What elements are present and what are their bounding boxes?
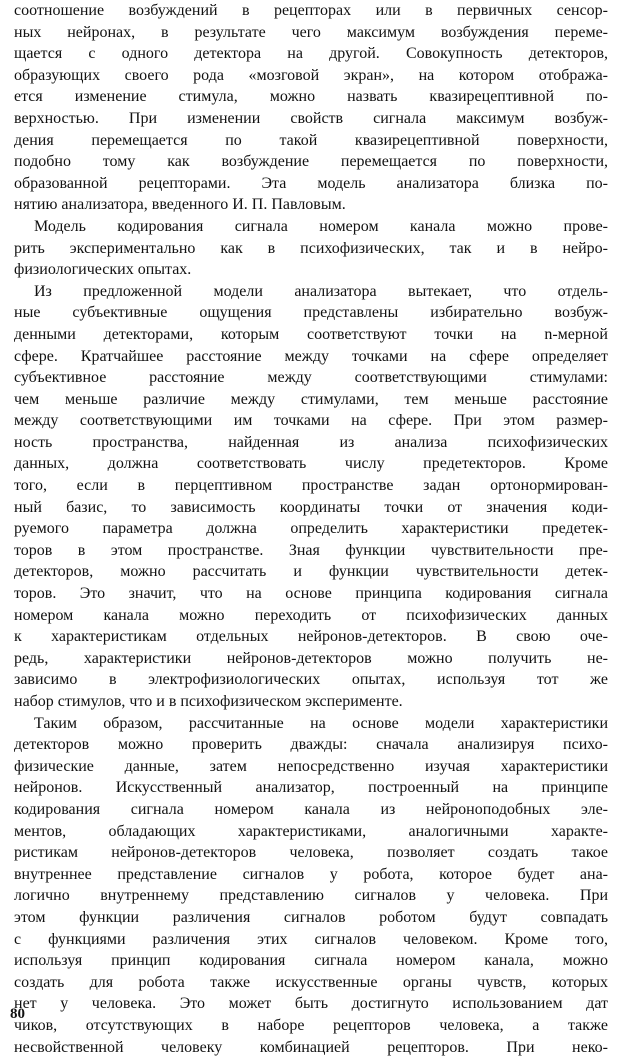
text-line: ристикам нейронов-детекторов человека, позволяет создать такое — [14, 842, 608, 864]
text-line: торов в этом пространстве. Зная функции чувствительности пре- — [14, 540, 608, 562]
text-line: детекторов, можно рассчитать и функции чувствительности детек- — [14, 561, 608, 583]
text-line: между соответствующими им точками на сфере. При этом размер- — [14, 410, 608, 432]
text-line: используя принцип кодирования сигнала номером канала, можно — [14, 950, 608, 972]
text-line: того, если в перцептивном пространстве задан ортонормирован- — [14, 475, 608, 497]
text-line: денными детекторами, которым соответствуют точки на n-мерной — [14, 324, 608, 346]
text-line: кодирования сигнала номером канала из нейроноподобных эле- — [14, 799, 608, 821]
text-line: соотношение возбуждений в рецепторах или в первичных сенсор- — [14, 0, 608, 22]
text-line: нет у человека. Это может быть достигнуто использованием дат — [14, 993, 608, 1015]
text-line: зависимо в электрофизиологических опытах, используя тот же — [14, 669, 608, 691]
text-line: ментов, обладающих характеристиками, аналогичными характе- — [14, 821, 608, 843]
text-line: к характеристикам отдельных нейронов-детекторов. В свою оче- — [14, 626, 608, 648]
text-line: верхностью. При изменении свойств сигнала максимум возбуж- — [14, 108, 608, 130]
text-line: ется изменение стимула, можно назвать квазирецептивной по- — [14, 86, 608, 108]
text-line: физические данные, затем непосредственно изучая характеристики — [14, 756, 608, 778]
text-line: детекторов можно проверить дважды: сначала анализируя психо- — [14, 734, 608, 756]
paragraph-first-line: Модель кодирования сигнала номером канала можно прове- — [14, 216, 608, 238]
text-line: образующих своего рода «мозговой экран», на котором отобража- — [14, 65, 608, 87]
text-line: нятию анализатора, введенного И. П. Павловым. — [14, 194, 608, 216]
body-text — [14, 0, 608, 1058]
text-line: субъективное расстояние между соответствующими стимулами: — [14, 367, 608, 389]
text-line: щается с одного детектора на другой. Совокупность детекторов, — [14, 43, 608, 65]
text-line: рить экспериментально как в психофизических, так и в нейро- — [14, 238, 608, 260]
text-line: чем меньше различие между стимулами, тем меньше расстояние — [14, 389, 608, 411]
text-line: руемого параметра должна определить характеристики предетек- — [14, 518, 608, 540]
text-line: нейронов. Искусственный анализатор, построенный на принципе — [14, 777, 608, 799]
paragraph-first-line: Из предложенной модели анализатора вытекает, что отдель- — [14, 281, 608, 303]
text-line: ных нейронах, в результате чего максимум возбуждения переме- — [14, 22, 608, 44]
text-line: сфере. Кратчайшее расстояние между точками на сфере определяет — [14, 346, 608, 368]
text-line: подобно тому как возбуждение перемещается по поверхности, — [14, 151, 608, 173]
text-line: редь, характеристики нейронов-детекторов можно получить не- — [14, 648, 608, 670]
text-line: ные субъективные ощущения представлены избирательно возбуж- — [14, 302, 608, 324]
text-line: ность пространства, найденная из анализа психофизических — [14, 432, 608, 454]
paragraph-first-line: Таким образом, рассчитанные на основе модели характеристики — [14, 713, 608, 735]
text-line: номером канала можно переходить от психофизических данных — [14, 605, 608, 627]
text-line: внутреннее представление сигналов у робота, которое будет ана- — [14, 864, 608, 886]
text-line: дения перемещается по такой квазирецептивной поверхности, — [14, 130, 608, 152]
text-line: с функциями различения этих сигналов человеком. Кроме того, — [14, 929, 608, 951]
text-line: физиологических опытах. — [14, 259, 608, 281]
text-line: чиков, отсутствующих в наборе рецепторов человека, а также — [14, 1015, 608, 1037]
page-number: 80 — [10, 1006, 25, 1023]
text-line: ный базис, то зависимость координаты точки от значения коди- — [14, 497, 608, 519]
text-line: создать для робота также искусственные органы чувств, которых — [14, 972, 608, 994]
text-line: образованной рецепторами. Эта модель анализатора близка по- — [14, 173, 608, 195]
text-line: набор стимулов, что и в психофизическом эксперименте. — [14, 691, 608, 713]
text-line: этом функции различения сигналов роботом будут совпадать — [14, 907, 608, 929]
text-line: логично внутреннему представлению сигналов у человека. При — [14, 885, 608, 907]
text-line: несвойственной человеку комбинацией рецепторов. При неко- — [14, 1037, 608, 1058]
text-line: данных, должна соответствовать числу предетекторов. Кроме — [14, 453, 608, 475]
text-line: торов. Это значит, что на основе принципа кодирования сигнала — [14, 583, 608, 605]
